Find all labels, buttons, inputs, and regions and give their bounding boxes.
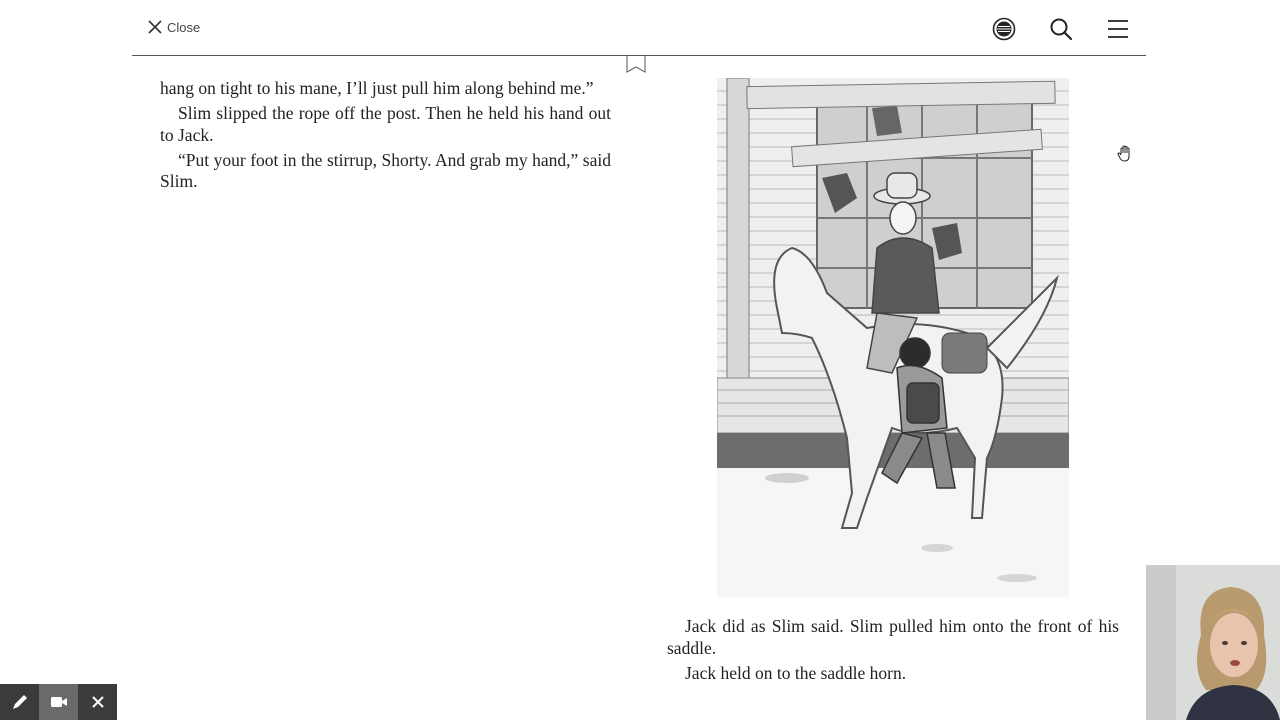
paragraph: hang on tight to his mane, I’ll just pull him along behind me.” (160, 78, 594, 98)
close-label: Close (167, 19, 201, 35)
close-recorder-button[interactable] (78, 684, 117, 720)
video-camera-icon (50, 695, 68, 709)
hand-cursor-icon (1117, 145, 1133, 162)
paragraph: “Put your foot in the stirrup, Shorty. And grab my hand,” said Slim. (160, 149, 611, 191)
close-button[interactable] (148, 17, 200, 37)
paragraph: Jack did as Slim said. Slim pulled him onto the front of his saddle. (667, 616, 1119, 658)
close-icon (148, 20, 162, 34)
paragraph: Jack held on to the saddle horn. (685, 662, 907, 683)
webcam-person (1146, 565, 1280, 720)
recorder-toolbar (0, 684, 117, 720)
audio-button[interactable] (991, 16, 1017, 42)
menu-button[interactable] (1105, 16, 1131, 42)
right-page (667, 616, 1119, 688)
video-camera-button[interactable] (39, 684, 78, 720)
close-icon (91, 695, 105, 709)
left-page (160, 78, 611, 196)
paragraph: Slim slipped the rope off the post. Then he held his hand out to Jack. (160, 103, 611, 145)
pen-icon (11, 693, 29, 711)
reader-toolbar (132, 0, 1146, 56)
audio-icon (992, 17, 1016, 41)
book-illustration (717, 78, 1069, 597)
search-button[interactable] (1048, 16, 1074, 42)
menu-icon (1107, 18, 1129, 40)
pen-button[interactable] (0, 684, 39, 720)
bookmark-icon[interactable] (626, 56, 646, 73)
webcam-video (1146, 565, 1280, 720)
search-icon (1049, 17, 1073, 41)
